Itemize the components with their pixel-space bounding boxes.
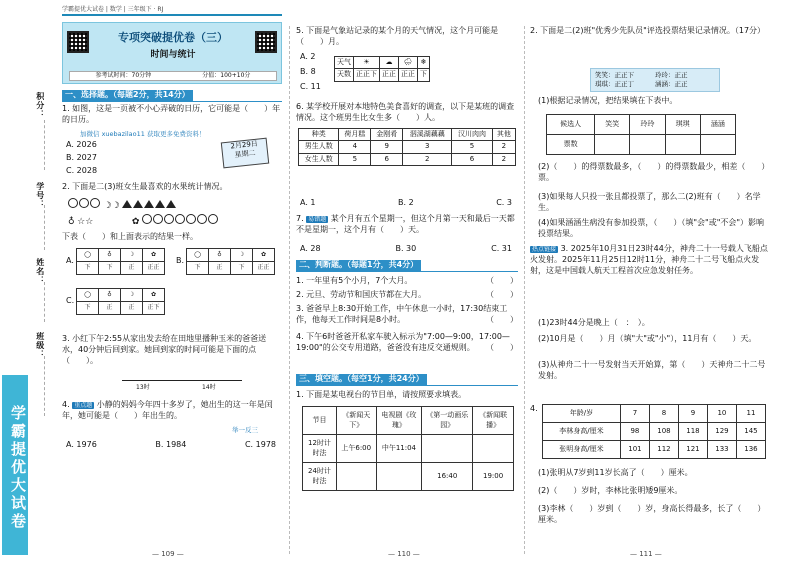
table-header: 汉川肉肉 (452, 129, 492, 141)
exam-info (69, 71, 277, 81)
days-header: 天数 (335, 69, 354, 81)
table-header: 《第一动画乐园》 (422, 407, 473, 435)
option-c (66, 288, 165, 315)
cut-line (44, 205, 45, 250)
option: C. 1978 (244, 440, 276, 449)
section-choice (62, 90, 282, 102)
option: A. 2026 (66, 140, 97, 149)
option-label: C. (66, 296, 75, 305)
tally-cell: 正 (99, 302, 121, 315)
answer-paren[interactable]: （ ） (486, 290, 518, 299)
section-judge (296, 260, 518, 272)
table-cell: 5 (452, 141, 492, 153)
table-cell: 9 (371, 141, 403, 153)
table-cell: 5 (339, 153, 371, 165)
judge-3 (296, 304, 518, 326)
circle-icon (197, 214, 207, 224)
class-label: 班级： (35, 332, 45, 359)
table-header: 其他 (492, 129, 515, 141)
fill-4-3: (3)李林（ ）岁到（ ）岁，身高长得最多，长了（ ）厘米。 (538, 504, 766, 524)
page-divider (289, 26, 290, 554)
table-header: 玲玲 (630, 115, 665, 135)
tally-table-c (76, 288, 165, 315)
banana-icon: ☽ (121, 249, 143, 262)
table-cell: 张明身高/厘米 (543, 441, 621, 459)
question-7-text: 某个月有五个星期一，但这个月第一天和最后一天都不是星期一，这个月有（ ）天。 (296, 214, 515, 234)
circle-icon (186, 214, 196, 224)
apple-icon: ◯ (187, 249, 209, 262)
cloud-icon: ☁ (380, 57, 399, 69)
table-cell: 112 (649, 441, 678, 459)
answer-paren[interactable]: （ ） (486, 314, 518, 324)
number-line-axis (122, 380, 242, 381)
vote-record-box (590, 68, 720, 92)
height-table (542, 404, 766, 459)
fill-3-3: (3)从神舟二十一号发射当天开始算，第（ ）天神舟二十二号发射。 (538, 360, 766, 380)
banner-subtitle: 时间与统计 (150, 50, 196, 60)
judge-4 (296, 332, 518, 354)
answer-cell[interactable] (336, 463, 376, 491)
vote-record: 玲玲：正正 (655, 71, 688, 79)
cut-line (44, 282, 45, 322)
q7-options (300, 244, 512, 255)
tag-error-prone: 易错题 (308, 216, 327, 223)
qr-code-icon (255, 31, 277, 53)
top-strip-text: 学霸提优大试卷 | 数学 | 三年级下 · RJ (62, 6, 164, 13)
table-cell: 19:00 (473, 463, 514, 491)
table-header: 琪琪 (665, 115, 700, 135)
tally-cell: 下 (99, 262, 121, 275)
table-header: 金刚肴 (371, 129, 403, 141)
link-practice[interactable]: 举一反三 (232, 426, 258, 434)
section-title: 一、选择题。（每题2分，共14分） (62, 90, 193, 101)
tag-hot-topic: 热点链接 (532, 246, 557, 253)
table-cell: 6 (371, 153, 403, 165)
calendar-weekday: 星期二 (234, 149, 257, 160)
table-cell: 2 (492, 153, 515, 165)
question-4-text: 小静的妈妈今年四十多岁了，她出生的这一年是闰年，她可能是（ ）年出生的。 (62, 400, 273, 420)
number-line (122, 372, 242, 394)
tag-key-question: 重点题 (74, 402, 93, 409)
table-cell: 3 (403, 141, 452, 153)
table-header: 候选人 (547, 115, 595, 135)
tick-label: 13时 (136, 384, 150, 391)
option-b (176, 248, 275, 275)
table-cell: 李林身高/厘米 (543, 423, 621, 441)
weather-header: 天气 (335, 57, 354, 69)
q1-options (66, 130, 156, 176)
left-binding-margin (0, 0, 58, 566)
top-strip (62, 6, 282, 16)
tally-table-b (186, 248, 275, 275)
option: B. 30 (395, 244, 417, 253)
fill-1: 1. 下面是某电视台的节目单，请按照要求填表。 (296, 390, 467, 399)
question-6: 6. 某学校开展对本地特色美食喜好的调查，以下是某班的调查情况。这个班男生比女生多（ ）人。 (296, 102, 515, 122)
grape-icon: ✿ (143, 289, 165, 302)
star-icon: ☆☆ (77, 217, 94, 227)
section-fill (296, 374, 518, 386)
tally-cell: 正正 (399, 69, 418, 81)
table-cell: 121 (678, 441, 707, 459)
table-cell: 2 (403, 153, 452, 165)
pear-icon: ♁ (68, 217, 75, 227)
tally-cell: 下 (77, 262, 99, 275)
banana-icon: ☽ (231, 249, 253, 262)
apple-icon (90, 198, 100, 208)
exam-time: 参考试时间：70分钟 (95, 72, 152, 79)
fill-3-1: (1)23时44分是晚上（ ： ）。 (538, 318, 650, 327)
table-cell: 136 (736, 441, 765, 459)
circle-icon (153, 214, 163, 224)
triangle-icon (122, 200, 132, 208)
circle-icon (208, 214, 218, 224)
weather-table (334, 56, 430, 82)
tally-cell: 正正 (253, 262, 275, 275)
pear-icon: ♁ (99, 249, 121, 262)
page-number: — 109 — (152, 550, 184, 558)
table-cell: 145 (736, 423, 765, 441)
table-cell: 98 (620, 423, 649, 441)
cut-line (44, 356, 45, 416)
table-cell: 101 (620, 441, 649, 459)
vote-record: 涵涵：正正 (655, 79, 688, 88)
fill-2-2: (2)（ ）的得票数最多，（ ）的得票数最少，相差（ ）票。 (538, 162, 766, 182)
full-score: 分值：100+10分 (202, 72, 251, 79)
table-header: 10 (707, 405, 736, 423)
option: C. 3 (496, 198, 512, 207)
tally-cell: 下 (187, 262, 209, 275)
fill-4-2: (2)（ ）岁时，李林比张明矮9厘米。 (538, 486, 683, 495)
tally-cell: 下 (77, 302, 99, 315)
grape-icon: ✿ (253, 249, 275, 262)
answer-cell[interactable] (473, 435, 514, 463)
question-3: 3. 小红下午2:55从家出发去给在田地里播种玉米的爸爸送水，40分钟后回到家。她回到家的时间可能是下面的点（ ）。 (62, 334, 267, 365)
option: B. 2 (398, 198, 414, 207)
fruit-chart-row-2 (68, 214, 219, 228)
table-cell: 108 (649, 423, 678, 441)
tally-cell: 正 (121, 262, 143, 275)
name-label: 姓名： (35, 258, 45, 285)
vote-record: 琪琪：正正丁 (595, 79, 634, 88)
fill-2: 2. 下面是二(2)班"优秀少先队员"评选投票结果记录情况。（17分） (530, 26, 766, 35)
tick-label: 14时 (202, 384, 216, 391)
q5-options (300, 52, 321, 92)
judge-text: 3. 爸爸早上8:30开始工作，中午休息一小时，17:30结束工作，他每天工作时间是8小时。 (296, 304, 508, 324)
option: A. 2 (300, 52, 316, 61)
option: B. 2027 (66, 152, 97, 162)
answer-cell[interactable] (595, 135, 630, 155)
apple-icon (79, 198, 89, 208)
option: C. 31 (491, 244, 512, 253)
circle-icon (175, 214, 185, 224)
tally-cell: 正下 (143, 302, 165, 315)
table-cell: 女生人数 (299, 153, 339, 165)
section-title: 三、填空题。（每空1分，共24分） (296, 374, 427, 385)
snow-icon: ❄ (418, 57, 430, 69)
apple-icon: ◯ (77, 249, 99, 262)
triangle-icon (166, 200, 176, 208)
triangle-icon (133, 200, 143, 208)
fill-4-1: (1)张明从7岁到11岁长高了（ ）厘米。 (538, 468, 693, 477)
table-cell: 133 (707, 441, 736, 459)
grape-icon: ✿ (131, 217, 140, 227)
answer-paren[interactable]: （ ） (486, 342, 518, 352)
table-cell: 票数 (547, 135, 595, 155)
triangle-icon (144, 200, 154, 208)
tally-cell: 正正 (380, 69, 399, 81)
triangle-icon (155, 200, 165, 208)
table-cell: 2 (492, 141, 515, 153)
torn-calendar (221, 138, 269, 169)
fill-3 (530, 244, 770, 276)
table-header: 泅溪湖藕藕 (403, 129, 452, 141)
q6-options (300, 198, 512, 209)
page-number: — 110 — (388, 550, 420, 558)
judge-text: 2. 元旦、劳动节和国庆节都在大月。 (296, 290, 427, 299)
answer-cell[interactable] (376, 463, 422, 491)
option-label: B. (176, 256, 185, 265)
question-5: 5. 下面是气象站记录的某个月的天气情况，这个月可能是（ ）月。 (296, 26, 499, 46)
tally-cell: 正 (209, 262, 231, 275)
rain-icon: 🌧 (399, 57, 418, 69)
answer-cell[interactable] (630, 135, 665, 155)
fruit-chart-row-1 (68, 198, 177, 212)
table-cell: 男生人数 (299, 141, 339, 153)
question-2: 2. 下面是二(3)班女生最喜欢的水果统计情况。 (62, 182, 228, 191)
option: B. 8 (300, 66, 316, 76)
table-cell: 129 (707, 423, 736, 441)
circle-icon (142, 214, 152, 224)
option-label: A. (66, 256, 74, 265)
table-header: 荷月糕 (339, 129, 371, 141)
fill-2-3: (3)如果每人只投一张且都投票了，那么二(2)班有（ ）名学生。 (538, 192, 761, 212)
title-banner (62, 22, 282, 84)
table-header: 笑笑 (595, 115, 630, 135)
table-header: 8 (649, 405, 678, 423)
banana-icon: ☽☽ (103, 201, 120, 211)
answer-cell[interactable] (700, 135, 735, 155)
grape-icon: ✿ (143, 249, 165, 262)
school-label: 学号： (35, 182, 45, 209)
apple-icon (68, 198, 78, 208)
cut-line (44, 120, 45, 170)
tally-cell: 正正 (143, 262, 165, 275)
answer-cell[interactable] (665, 135, 700, 155)
sun-icon: ☀ (354, 57, 380, 69)
pear-icon: ♁ (209, 249, 231, 262)
question-1: 1. 如图，这是一页被不小心弄破的日历，它可能是（ ）年的日历。 (62, 104, 281, 124)
page-divider (524, 26, 525, 554)
table-header: 11 (736, 405, 765, 423)
answer-paren[interactable]: （ ） (486, 276, 518, 285)
option: A. 28 (300, 244, 321, 253)
judge-text: 4. 下午6时爸爸开私家车驶入标示为"7:00—9:00，17:00—19:00"的公交专用道路，爸爸没有违反交通规则。 (296, 332, 510, 352)
option: A. 1 (300, 198, 316, 207)
tally-cell: 正正下 (354, 69, 380, 81)
question-7: 7. 易错题 某个月有五个星期一，但这个月第一天和最后一天都不是星期一，这个月有（ ）天。 (296, 214, 515, 234)
table-header: 年龄/岁 (543, 405, 621, 423)
table-header: 7 (620, 405, 649, 423)
judge-text: 1. 一年里有5个小月，7个大月。 (296, 276, 413, 285)
q2-prompt: 下表（ ）和上面表示的结果一样。 (62, 232, 198, 241)
fill-3-text: 3. 2025年10月31日23时44分，神舟二十一号载人飞船点火发射。2025年11月25日12时11分，神舟二十二号飞船点火发射，这是中国载人航天工程首次应急发射任务。 (530, 244, 768, 275)
judge-2 (296, 290, 518, 301)
tally-table-a (76, 248, 165, 275)
page-number: — 111 — (630, 550, 662, 558)
score-label: 积分： (35, 92, 45, 119)
circle-icon (164, 214, 174, 224)
banana-icon: ☽ (121, 289, 143, 302)
section-title: 二、判断题。（每题1分，共4分） (296, 260, 421, 271)
tv-schedule-table (302, 406, 514, 491)
option-a (66, 248, 165, 275)
vote-record: 笑笑：正正下 (595, 71, 634, 79)
tally-cell: 下 (231, 262, 253, 275)
table-cell: 24时计时法 (303, 463, 337, 491)
table-cell: 上午6:00 (336, 435, 376, 463)
table-cell: 12时计时法 (303, 435, 337, 463)
option: C. 11 (300, 81, 321, 91)
judge-1 (296, 276, 518, 287)
option: C. 2028 (66, 165, 98, 175)
pear-icon: ♁ (99, 289, 121, 302)
table-header: 电视剧《玫瑰》 (376, 407, 422, 435)
fill-2-1: (1)根据记录情况，把结果填在下表中。 (538, 96, 678, 105)
table-header: 节目 (303, 407, 337, 435)
table-header: 《新闻联播》 (473, 407, 514, 435)
fill-3-2: (2)10月是（ ）月（填"大"或"小"），11月有（ ）天。 (538, 334, 757, 343)
q4-options (66, 440, 276, 451)
vote-table (546, 114, 736, 155)
table-cell: 118 (678, 423, 707, 441)
fill-4-label: 4. (530, 404, 538, 413)
option: A. 1976 (66, 440, 97, 449)
answer-cell[interactable] (422, 435, 473, 463)
table-header: 9 (678, 405, 707, 423)
table-header: 涵涵 (700, 115, 735, 135)
table-header: 种类 (299, 129, 339, 141)
brand-banner: 学霸提优大试卷 (2, 375, 28, 555)
table-cell: 4 (339, 141, 371, 153)
tally-cell: 下 (418, 69, 430, 81)
option: B. 1984 (155, 440, 187, 449)
qr-code-icon (67, 31, 89, 53)
banner-title: 专项突破提优卷（三） (118, 31, 228, 44)
table-cell: 6 (452, 153, 492, 165)
question-4: 4. 重点题 小静的妈妈今年四十多岁了，她出生的这一年是闰年，她可能是（ ）年出生的。 (62, 400, 273, 420)
calendar-date: 2月29日 (230, 139, 259, 151)
table-cell: 16:40 (422, 463, 473, 491)
table-header: 《新闻天下》 (336, 407, 376, 435)
apple-icon: ◯ (77, 289, 99, 302)
tally-cell: 正 (121, 302, 143, 315)
watermark-text: 加微信 xuebazilao11 获取更多免费资料！ (80, 130, 206, 138)
food-survey-table (298, 128, 516, 166)
table-cell: 中午11:04 (376, 435, 422, 463)
fill-2-4: (4)如果涵涵生病没有参加投票，（ ）（填"会"或"不会"）影响投票结果。 (538, 218, 765, 238)
